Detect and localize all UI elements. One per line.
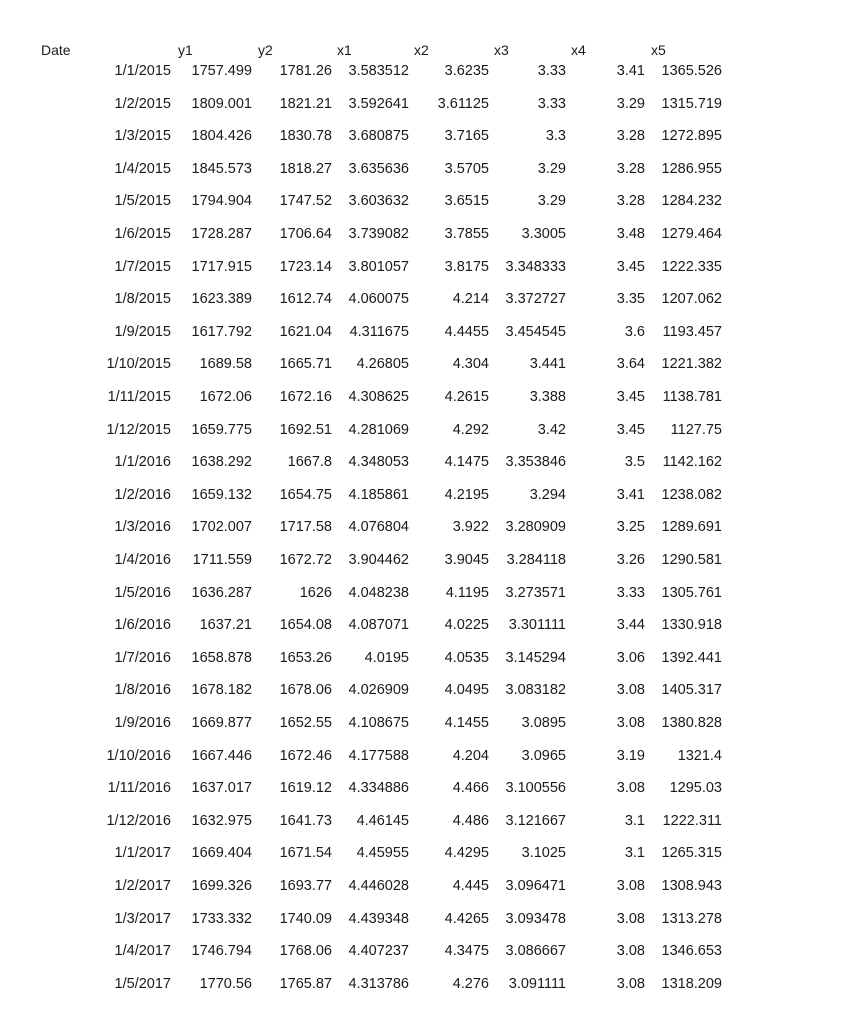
cell-x5: 1279.464 — [661, 226, 722, 242]
cell-date: 1/11/2015 — [107, 389, 171, 405]
cell-x1: 4.177588 — [348, 747, 409, 764]
cell-x2: 3.922 — [452, 519, 489, 536]
header-y1: y1 — [178, 42, 193, 58]
cell-y1: 1702.007 — [191, 519, 252, 536]
cell-y2: 1830.78 — [279, 128, 332, 145]
cell-y1: 1637.017 — [191, 780, 252, 797]
table-row — [0, 289, 866, 321]
cell-x2: 4.1475 — [444, 454, 489, 471]
cell-x5: 1330.918 — [661, 617, 722, 634]
cell-date: 1/9/2015 — [114, 323, 171, 340]
cell-x2: 3.7855 — [444, 226, 489, 242]
cell-x2: 4.292 — [452, 421, 489, 438]
cell-date: 1/3/2015 — [114, 128, 171, 145]
cell-x3: 3.3 — [545, 128, 566, 145]
cell-x2: 4.0495 — [444, 682, 489, 699]
cell-x2: 3.8175 — [444, 258, 489, 275]
table-row — [0, 224, 866, 256]
cell-x3: 3.086667 — [505, 943, 566, 960]
cell-x4: 3.26 — [616, 552, 645, 568]
cell-date: 1/7/2016 — [114, 649, 171, 666]
cell-x2: 4.466 — [452, 780, 489, 797]
cell-y2: 1654.08 — [279, 617, 332, 634]
cell-x5: 1222.311 — [662, 812, 722, 829]
cell-y2: 1612.74 — [279, 291, 332, 308]
cell-x1: 3.603632 — [348, 193, 409, 210]
cell-y2: 1717.58 — [279, 519, 332, 536]
table-row — [0, 746, 866, 778]
cell-x3: 3.096471 — [505, 878, 566, 894]
cell-x2: 4.0225 — [444, 617, 489, 634]
cell-x5: 1315.719 — [661, 95, 722, 112]
cell-x2: 4.4455 — [444, 323, 489, 340]
cell-y1: 1794.904 — [191, 193, 252, 210]
table-row — [0, 94, 866, 126]
cell-x4: 3.08 — [616, 780, 645, 797]
cell-x1: 4.308625 — [348, 389, 409, 405]
cell-y1: 1669.404 — [191, 845, 252, 862]
cell-x1: 4.185861 — [348, 486, 409, 503]
cell-y2: 1740.09 — [279, 910, 332, 927]
table-row — [0, 322, 866, 354]
cell-y1: 1636.287 — [191, 584, 252, 601]
cell-date: 1/2/2015 — [114, 95, 171, 112]
cell-y2: 1665.71 — [279, 356, 332, 373]
cell-x1: 3.583512 — [348, 63, 409, 79]
cell-x3: 3.301111 — [508, 617, 566, 634]
cell-x2: 4.1195 — [445, 584, 489, 601]
header-x2: x2 — [414, 42, 429, 58]
table-row — [0, 615, 866, 647]
cell-x5: 1290.581 — [661, 552, 722, 568]
cell-date: 1/10/2015 — [106, 356, 171, 373]
cell-x3: 3.29 — [537, 160, 566, 177]
cell-x1: 4.048238 — [348, 584, 409, 601]
cell-x4: 3.5 — [624, 454, 645, 471]
cell-x4: 3.08 — [616, 682, 645, 699]
cell-x3: 3.388 — [529, 389, 566, 405]
cell-date: 1/4/2015 — [114, 160, 171, 177]
cell-x1: 3.680875 — [348, 128, 409, 145]
table-row — [0, 452, 866, 484]
cell-x1: 4.334886 — [348, 780, 409, 797]
cell-y1: 1711.559 — [192, 552, 252, 568]
cell-x5: 1392.441 — [661, 649, 722, 666]
cell-x5: 1380.828 — [661, 715, 722, 731]
table-row — [0, 387, 866, 419]
cell-y2: 1653.26 — [279, 649, 332, 666]
cell-x5: 1289.691 — [661, 519, 722, 536]
cell-x2: 4.3475 — [444, 943, 489, 960]
cell-x3: 3.348333 — [505, 258, 566, 275]
cell-x3: 3.29 — [537, 193, 566, 210]
cell-x3: 3.091111 — [508, 975, 566, 992]
table-row — [0, 680, 866, 712]
cell-date: 1/5/2017 — [114, 975, 171, 992]
cell-x2: 4.2195 — [444, 486, 489, 503]
cell-x1: 4.26805 — [356, 356, 409, 373]
cell-date: 1/3/2017 — [114, 910, 171, 927]
cell-x2: 4.276 — [452, 975, 489, 992]
cell-date: 1/5/2015 — [114, 193, 171, 210]
cell-y2: 1641.73 — [279, 812, 332, 829]
cell-x2: 4.214 — [452, 291, 489, 308]
cell-x5: 1365.526 — [661, 63, 722, 79]
table-row — [0, 420, 866, 452]
cell-y2: 1821.21 — [279, 95, 332, 112]
cell-x3: 3.284118 — [506, 552, 566, 568]
cell-x2: 3.9045 — [444, 552, 489, 568]
cell-y1: 1728.287 — [191, 226, 252, 242]
cell-date: 1/8/2016 — [114, 682, 171, 699]
table-row — [0, 941, 866, 973]
header-y2: y2 — [258, 42, 273, 58]
cell-x3: 3.33 — [537, 63, 566, 79]
cell-y2: 1672.72 — [279, 552, 332, 568]
cell-x3: 3.372727 — [505, 291, 566, 308]
cell-x4: 3.45 — [616, 421, 645, 438]
cell-y2: 1672.46 — [279, 747, 332, 764]
cell-x3: 3.0895 — [521, 715, 566, 731]
cell-x3: 3.273571 — [505, 584, 566, 601]
header-date: Date — [41, 42, 71, 58]
cell-y1: 1658.878 — [191, 649, 252, 666]
cell-x2: 4.445 — [452, 878, 489, 894]
cell-x2: 3.7165 — [444, 128, 489, 145]
table-row — [0, 257, 866, 289]
cell-y1: 1669.877 — [191, 715, 252, 731]
cell-x5: 1193.457 — [662, 323, 722, 340]
cell-y1: 1699.326 — [191, 878, 252, 894]
cell-y1: 1632.975 — [191, 812, 252, 829]
cell-y2: 1619.12 — [279, 780, 332, 797]
cell-y1: 1659.775 — [191, 421, 252, 438]
cell-date: 1/12/2015 — [106, 421, 171, 438]
header-x4: x4 — [571, 42, 586, 58]
cell-x4: 3.29 — [616, 95, 645, 112]
cell-x1: 4.446028 — [348, 878, 409, 894]
cell-y1: 1757.499 — [191, 63, 252, 79]
cell-y2: 1678.06 — [279, 682, 332, 699]
cell-y1: 1667.446 — [191, 747, 252, 764]
table-row — [0, 61, 866, 93]
header-x3: x3 — [494, 42, 509, 58]
cell-x5: 1127.75 — [670, 421, 722, 438]
cell-x4: 3.6 — [624, 323, 645, 340]
cell-x5: 1295.03 — [669, 780, 722, 797]
cell-date: 1/11/2016 — [107, 780, 171, 797]
cell-y1: 1845.573 — [191, 160, 252, 177]
table-row — [0, 811, 866, 843]
cell-x4: 3.08 — [616, 715, 645, 731]
cell-x2: 4.2615 — [444, 389, 489, 405]
table-row — [0, 583, 866, 615]
cell-y1: 1659.132 — [191, 486, 252, 503]
cell-y1: 1678.182 — [191, 682, 252, 699]
cell-x1: 4.311675 — [349, 323, 409, 340]
cell-date: 1/1/2015 — [114, 63, 171, 79]
cell-y2: 1818.27 — [279, 160, 332, 177]
cell-x1: 4.46145 — [356, 812, 409, 829]
cell-y1: 1733.332 — [191, 910, 252, 927]
cell-y2: 1667.8 — [287, 454, 332, 471]
cell-x1: 4.407237 — [348, 943, 409, 960]
table-row — [0, 517, 866, 549]
header-x5: x5 — [651, 42, 666, 58]
cell-x2: 4.0535 — [444, 649, 489, 666]
cell-y2: 1781.26 — [279, 63, 332, 79]
cell-date: 1/8/2015 — [114, 291, 171, 308]
table-row — [0, 876, 866, 908]
cell-x1: 3.739082 — [348, 226, 409, 242]
cell-date: 1/4/2017 — [114, 943, 171, 960]
cell-x4: 3.08 — [616, 975, 645, 992]
cell-date: 1/9/2016 — [114, 715, 171, 731]
cell-x3: 3.1025 — [521, 845, 566, 862]
cell-date: 1/2/2016 — [114, 486, 171, 503]
cell-x3: 3.3005 — [521, 226, 566, 242]
table-row — [0, 974, 866, 1006]
table-row — [0, 909, 866, 941]
table-row — [0, 126, 866, 158]
cell-x1: 4.0195 — [364, 649, 409, 666]
cell-y1: 1617.792 — [191, 323, 252, 340]
cell-date: 1/2/2017 — [114, 878, 171, 894]
table-row — [0, 354, 866, 386]
cell-date: 1/12/2016 — [106, 812, 171, 829]
cell-x4: 3.1 — [624, 812, 645, 829]
cell-x1: 4.439348 — [348, 910, 409, 927]
cell-x2: 4.4295 — [444, 845, 489, 862]
cell-date: 1/6/2016 — [114, 617, 171, 634]
cell-y2: 1692.51 — [279, 421, 332, 438]
table-row — [0, 843, 866, 875]
cell-x3: 3.294 — [529, 486, 566, 503]
cell-x4: 3.25 — [616, 519, 645, 536]
cell-x3: 3.093478 — [505, 910, 566, 927]
cell-x3: 3.0965 — [521, 747, 566, 764]
cell-y2: 1621.04 — [279, 323, 332, 340]
cell-x5: 1346.653 — [661, 943, 722, 960]
cell-y2: 1747.52 — [279, 193, 332, 210]
cell-y1: 1689.58 — [199, 356, 252, 373]
cell-x1: 4.45955 — [356, 845, 409, 862]
cell-date: 1/4/2016 — [114, 552, 171, 568]
cell-y1: 1623.389 — [191, 291, 252, 308]
cell-x1: 4.348053 — [348, 454, 409, 471]
cell-x4: 3.35 — [616, 291, 645, 308]
cell-x3: 3.100556 — [505, 780, 566, 797]
cell-x2: 4.1455 — [444, 715, 489, 731]
cell-x5: 1207.062 — [661, 291, 722, 308]
cell-x5: 1142.162 — [662, 454, 722, 471]
cell-date: 1/5/2016 — [114, 584, 171, 601]
cell-y1: 1637.21 — [199, 617, 252, 634]
cell-x3: 3.083182 — [505, 682, 566, 699]
cell-x4: 3.19 — [616, 747, 645, 764]
cell-x4: 3.28 — [616, 160, 645, 177]
cell-y1: 1770.56 — [199, 975, 252, 992]
table-row — [0, 485, 866, 517]
cell-x3: 3.441 — [529, 356, 566, 373]
cell-x4: 3.48 — [616, 226, 645, 242]
cell-x5: 1222.335 — [661, 258, 722, 275]
cell-y2: 1723.14 — [279, 258, 332, 275]
cell-x1: 4.087071 — [348, 617, 409, 634]
cell-x2: 4.4265 — [444, 910, 489, 927]
table-row — [0, 550, 866, 582]
cell-x4: 3.45 — [616, 258, 645, 275]
cell-x5: 1138.781 — [662, 389, 722, 405]
cell-x2: 3.5705 — [444, 160, 489, 177]
cell-y2: 1706.64 — [279, 226, 332, 242]
cell-date: 1/7/2015 — [114, 258, 171, 275]
cell-x1: 4.281069 — [348, 421, 409, 438]
cell-x5: 1405.317 — [661, 682, 722, 699]
cell-x4: 3.64 — [616, 356, 645, 373]
cell-x3: 3.353846 — [505, 454, 566, 471]
cell-x4: 3.44 — [616, 617, 645, 634]
cell-x4: 3.08 — [616, 878, 645, 894]
cell-x3: 3.121667 — [505, 812, 566, 829]
cell-y2: 1672.16 — [279, 389, 332, 405]
cell-x4: 3.1 — [624, 845, 645, 862]
cell-x1: 3.904462 — [348, 552, 409, 568]
cell-date: 1/1/2016 — [114, 454, 171, 471]
cell-y1: 1638.292 — [191, 454, 252, 471]
cell-x5: 1286.955 — [661, 160, 722, 177]
cell-x3: 3.145294 — [505, 649, 566, 666]
cell-x3: 3.280909 — [505, 519, 566, 536]
cell-x1: 3.592641 — [348, 95, 409, 112]
cell-x2: 4.204 — [452, 747, 489, 764]
cell-x2: 3.6235 — [444, 63, 489, 79]
cell-y2: 1765.87 — [279, 975, 332, 992]
cell-x4: 3.41 — [616, 486, 645, 503]
cell-x4: 3.06 — [616, 649, 645, 666]
cell-y2: 1768.06 — [279, 943, 332, 960]
cell-date: 1/3/2016 — [114, 519, 171, 536]
cell-x1: 4.313786 — [348, 975, 409, 992]
cell-x5: 1321.4 — [677, 747, 722, 764]
cell-x1: 4.060075 — [348, 291, 409, 308]
cell-x4: 3.45 — [616, 389, 645, 405]
cell-x1: 4.026909 — [348, 682, 409, 699]
cell-x1: 4.076804 — [348, 519, 409, 536]
table-row — [0, 159, 866, 191]
cell-y2: 1693.77 — [279, 878, 332, 894]
header-x1: x1 — [337, 42, 352, 58]
cell-x2: 3.6515 — [444, 193, 489, 210]
cell-date: 1/1/2017 — [114, 845, 171, 862]
cell-x3: 3.42 — [537, 421, 566, 438]
cell-x5: 1265.315 — [661, 845, 722, 862]
cell-x4: 3.28 — [616, 193, 645, 210]
cell-x5: 1284.232 — [661, 193, 722, 210]
cell-y2: 1652.55 — [279, 715, 332, 731]
cell-x2: 4.486 — [452, 812, 489, 829]
cell-x3: 3.33 — [537, 95, 566, 112]
cell-x1: 3.635636 — [348, 160, 409, 177]
cell-x1: 4.108675 — [348, 715, 409, 731]
cell-x5: 1221.382 — [661, 356, 722, 373]
cell-x4: 3.08 — [616, 943, 645, 960]
cell-x5: 1318.209 — [661, 975, 722, 992]
cell-date: 1/6/2015 — [114, 226, 171, 242]
cell-x5: 1272.895 — [661, 128, 722, 145]
cell-x2: 4.304 — [452, 356, 489, 373]
cell-x1: 3.801057 — [348, 258, 409, 275]
cell-x5: 1313.278 — [661, 910, 722, 927]
cell-y1: 1672.06 — [199, 389, 252, 405]
cell-x4: 3.41 — [616, 63, 645, 79]
cell-x4: 3.28 — [616, 128, 645, 145]
cell-x3: 3.454545 — [505, 323, 566, 340]
cell-y1: 1746.794 — [191, 943, 252, 960]
cell-x5: 1308.943 — [661, 878, 722, 894]
cell-x5: 1238.082 — [661, 486, 722, 503]
table-row — [0, 713, 866, 745]
table-row — [0, 191, 866, 223]
cell-x4: 3.08 — [616, 910, 645, 927]
cell-y2: 1671.54 — [279, 845, 332, 862]
cell-x2: 3.61125 — [437, 95, 489, 112]
cell-x4: 3.33 — [616, 584, 645, 601]
cell-y1: 1717.915 — [191, 258, 252, 275]
cell-date: 1/10/2016 — [106, 747, 171, 764]
cell-y1: 1809.001 — [191, 95, 252, 112]
cell-y2: 1654.75 — [279, 486, 332, 503]
cell-x5: 1305.761 — [661, 584, 722, 601]
cell-y1: 1804.426 — [191, 128, 252, 145]
table-row — [0, 648, 866, 680]
cell-y2: 1626 — [299, 584, 332, 601]
table-row — [0, 778, 866, 810]
